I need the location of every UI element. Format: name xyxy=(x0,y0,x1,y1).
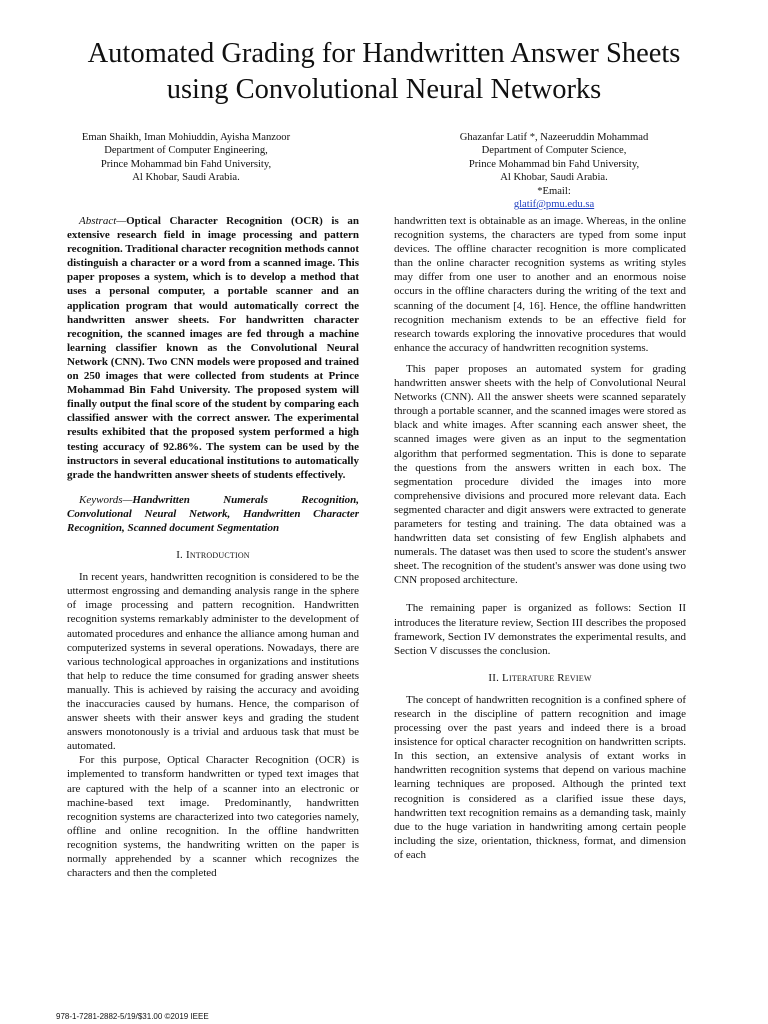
author-city: Al Khobar, Saudi Arabia. xyxy=(132,172,240,184)
author-university: Prince Mohammad bin Fahd University, xyxy=(468,158,640,170)
title-line-1: Automated Grading for Handwritten Answer Sheets xyxy=(87,38,681,69)
author-department: Department of Computer Science, xyxy=(481,145,627,157)
author-city: Al Khobar, Saudi Arabia. xyxy=(500,172,608,184)
author-block-right xyxy=(404,131,704,211)
paragraph: This paper proposes an automated system for grading handwritten answer sheets with the help of Convolutional Neural Networks (CNN). All the answer sheets were scanned separately through a portable scanner, and the scanned images were stored as black and white images. After scanning each answer sheet, the scanned images were given as an input to the segmentation algorithm that performed segmentation. This is done to separate the questions from the answers written in each box. The segmentation procedure divided the images into more comprehensive divisions and procured more relevant data. Each segmented character and digit answers were extracted to generate parameters for testing and training. The data obtained was a handwritten data set consisting of few English alphabets and numerals. The dataset was then used to score the student's answer sheet. The recognition of the student's answer was done using two CNN proposed architecture. xyxy=(394,362,686,587)
section-heading-literature-review: II. Literature Review xyxy=(488,671,592,684)
abstract-label: Abstract— xyxy=(79,215,127,227)
keywords-text: Handwritten Numerals Recognition, Convolutional Neural Network, Handwritten Character Recognition, Scanned document Segmentation xyxy=(67,493,359,534)
author-names: Ghazanfar Latif *, Nazeeruddin Mohammad xyxy=(459,132,649,143)
author-department: Department of Computer Engineering, xyxy=(104,145,268,157)
keywords-label: Keywords— xyxy=(79,493,133,506)
author-university: Prince Mohammad bin Fahd University, xyxy=(100,158,272,170)
left-column xyxy=(67,214,359,880)
copyright-footer: 978-1-7281-2882-5/19/$31.00 ©2019 IEEE xyxy=(56,1012,209,1021)
author-email-line xyxy=(404,185,704,212)
paragraph: The remaining paper is organized as follows: Section II introduces the literature review, Section III describes the proposed framework, Section IV demonstrates the experimental results, and Section V discusses the conclusion. xyxy=(394,602,686,657)
paper-title xyxy=(40,36,728,108)
section-heading-introduction: I. Introduction xyxy=(176,549,250,562)
paragraph: In recent years, handwritten recognition is considered to be the uttermost engrossing and demanding analysis range in the sphere of image processing and pattern recognition. Handwritten recognition systems remarkably administer to the development of automated procedures and enhance the alliance among human and computerized systems in several operations. Nowadays, there are various technological approaches in organizations and institutions that help to reduce the time consumed for grading answer sheets manually. This is achieved by raising the accuracy and avoiding the inaccuracies caused by humans. Hence, the comparison of answer sheets with their answer keys and grading the student answers monotonously is a trivial and arduous task that must be automated. xyxy=(67,571,359,753)
paragraph: handwritten text is obtainable as an image. Whereas, in the online recognition systems, the characters are typed from some input devices. The offline character recognition is more complicated than the online character recognition systems as writing styles may differ from one user to another and an enormous noise occurs in the offline characters during the writing of the text and scanning of the document [4, 16]. Hence, the offline handwritten recognition mechanism extends to be an effective field for research towards exploring the innovative procedures that would enhance the accuracy of handwritten recognition systems. xyxy=(394,215,686,354)
email-link[interactable]: glatif@pmu.edu.sa xyxy=(513,199,595,211)
author-block-left xyxy=(36,131,336,185)
title-line-2: using Convolutional Neural Networks xyxy=(166,74,602,105)
paragraph: For this purpose, Optical Character Recognition (OCR) is implemented to transform handwritten or typed text images that are captured with the help of a scanner into an electronic or machine-based text image. Predominantly, handwritten recognition systems are characterized into two categories namely, offline and online recognition. In the offline handwritten recognition systems, the handwriting written on the paper is normally apprehended by a scanner which recognizes the characters and then the completed xyxy=(67,754,359,880)
abstract-text: Optical Character Recognition (OCR) is an extensive research field in image processing and pattern recognition. Traditional character recognition methods cannot distinguish a character or a word from a scanned image. This paper proposes a system, which is to develop a method that uses a personal computer, a portable scanner and an application program that would automatically correct the handwritten answer sheets. For handwritten character recognition, the scanned images are fed through a machine learning classifier known as the Convolutional Neural Network (CNN). Two CNN models were proposed and trained on 250 images that were collected from students at Prince Mohammad Bin Fahd University. The proposed system will finally output the final score of the student by comparing each classified answer with the correct answer. The experimental results exhibited that the proposed system performed a high testing accuracy of 92.86%. The system can be used by the instructors in several educational institutions to automatically grade the handwritten answer sheets of students effectively. xyxy=(67,215,359,481)
abstract xyxy=(67,214,359,482)
email-label: *Email: xyxy=(537,185,571,197)
author-names: Eman Shaikh, Iman Mohiuddin, Ayisha Manzoor xyxy=(81,132,291,143)
paragraph: The concept of handwritten recognition is a confined sphere of research in the discipline of pattern recognition and image processing over the past years and indeed there is a broad insistence for optical character recognition on handwritten scripts. In this section, an extensive analysis of extant works in handwritten recognition systems that depend on various machine learning techniques are proposed. Although the printed text recognition is considered as a clarified issue these days, handwritten text recognition remains as a demanding task, mainly due to the huge variation in handwriting among certain people including the size, orientation, thickness, format, and dimension of each xyxy=(394,693,686,861)
right-column xyxy=(394,214,686,862)
keywords xyxy=(67,493,359,535)
